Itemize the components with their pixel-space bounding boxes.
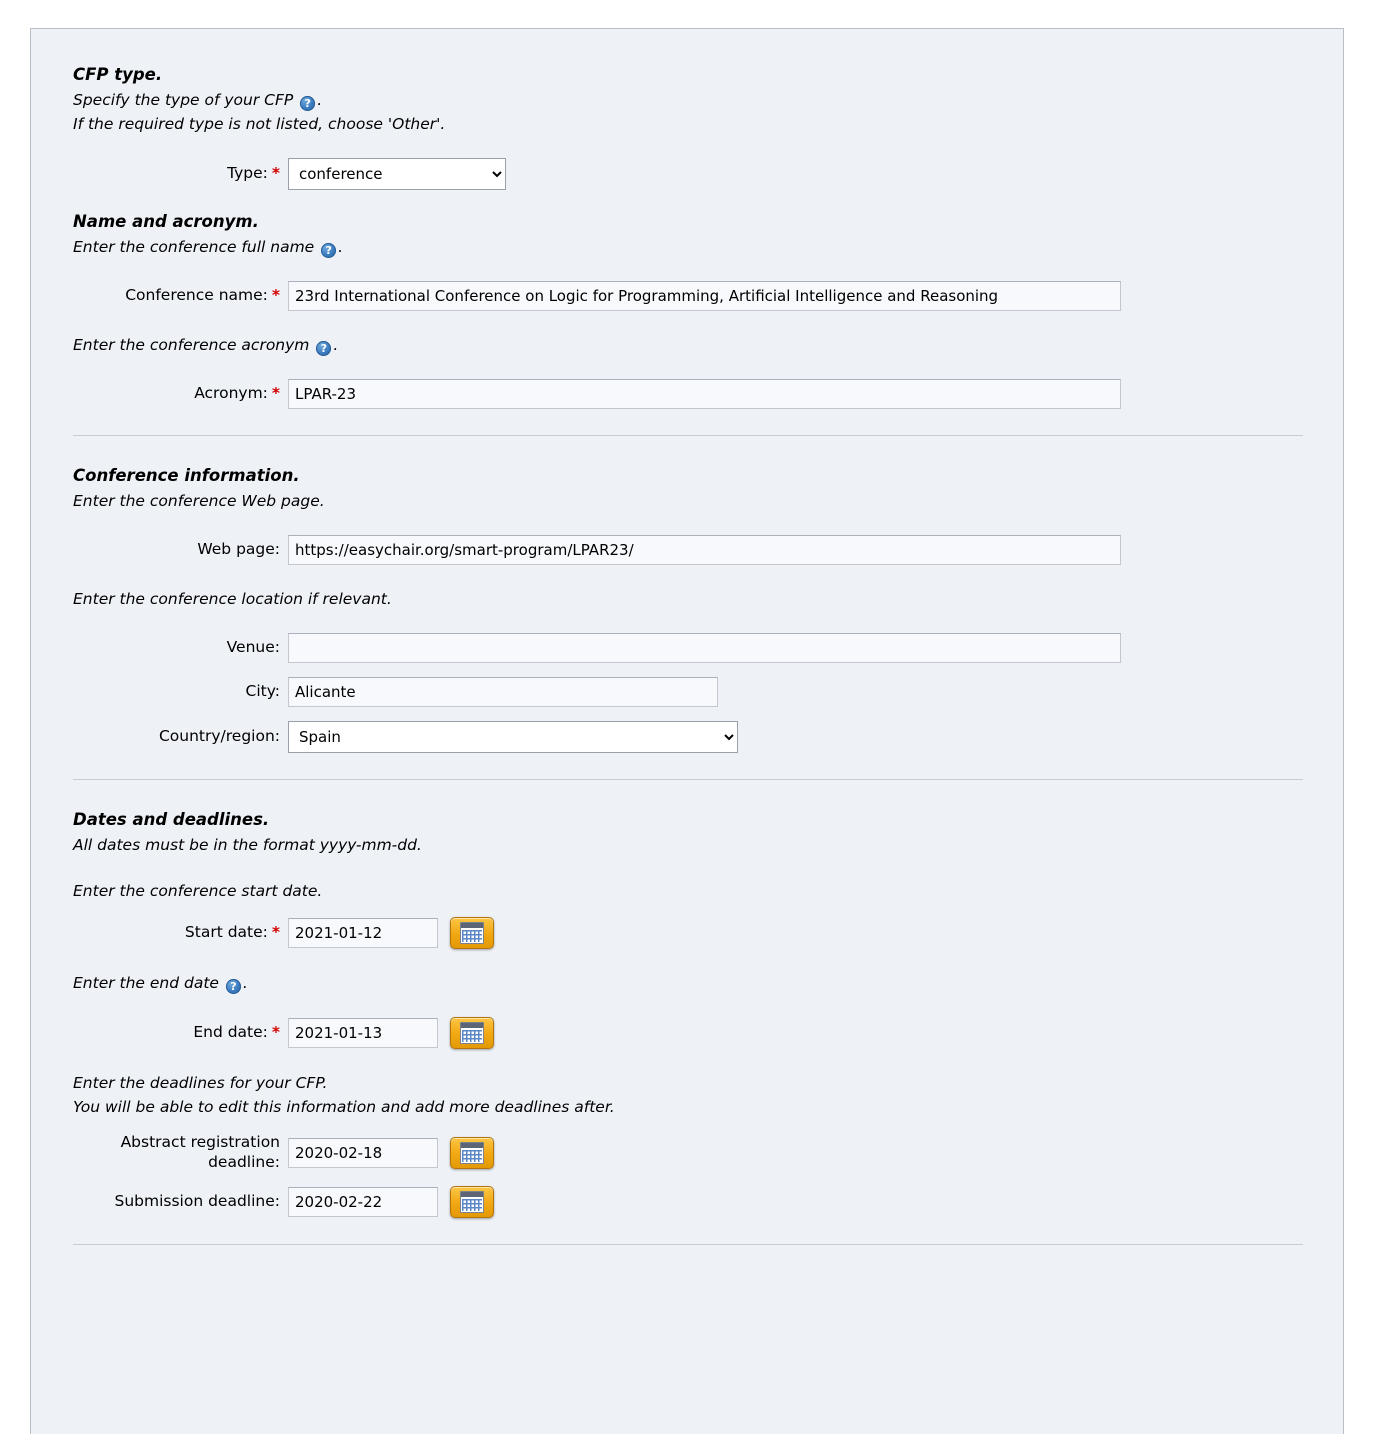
- conference-name-input[interactable]: [288, 281, 1121, 311]
- section-title-cfp-type: CFP type.: [73, 65, 163, 84]
- end-date-calendar-button[interactable]: [450, 1017, 494, 1049]
- abstract-deadline-input[interactable]: [288, 1138, 438, 1168]
- section-cfp-type: [73, 65, 1303, 190]
- row-end-date: [73, 1017, 1303, 1049]
- label-start-date-text: Start date:: [184, 923, 268, 942]
- abstract-deadline-calendar-button[interactable]: [450, 1137, 494, 1169]
- row-web-page: [73, 535, 1303, 565]
- country-select[interactable]: [288, 721, 738, 753]
- row-acronym: [73, 379, 1303, 409]
- section-title-conference-information: Conference information.: [73, 466, 300, 486]
- section-desc-location: Enter the conference location if relevant.: [73, 590, 392, 609]
- label-end-date-text: End date:: [193, 1023, 268, 1042]
- row-abstract-deadline: [73, 1133, 1303, 1172]
- acronym-desc-text: Enter the conference acronym: [73, 336, 310, 355]
- section-desc-start-date: Enter the conference start date.: [73, 882, 323, 901]
- section-desc-cfp-type: [73, 88, 1303, 136]
- venue-input[interactable]: [288, 633, 1121, 663]
- label-type: [73, 164, 288, 183]
- label-type-text: Type:: [227, 164, 268, 183]
- end-date-desc-period: .: [242, 974, 248, 993]
- section-desc-date-format: All dates must be in the format yyyy-mm-dd.: [73, 836, 422, 855]
- label-country: Country/region:: [158, 727, 280, 746]
- cfp-type-desc-line2: If the required type is not listed, choose 'Other'.: [73, 115, 446, 134]
- label-start-date: [73, 923, 288, 942]
- calendar-icon: [460, 1022, 484, 1044]
- row-submission-deadline: [73, 1186, 1303, 1218]
- cfp-type-desc-period: .: [317, 91, 323, 109]
- start-date-input[interactable]: [288, 918, 438, 948]
- label-acronym: [73, 384, 288, 403]
- end-date-input[interactable]: [288, 1018, 438, 1048]
- label-abstract-deadline-line2: deadline:: [208, 1152, 280, 1171]
- web-page-input[interactable]: [288, 535, 1121, 565]
- submission-deadline-input[interactable]: [288, 1187, 438, 1217]
- row-type: [73, 158, 1303, 190]
- help-icon[interactable]: ?: [316, 341, 331, 356]
- row-country: [73, 721, 1303, 753]
- label-acronym-text: Acronym:: [194, 384, 268, 403]
- section-desc-end-date: [73, 971, 1303, 995]
- row-conference-name: [73, 281, 1303, 311]
- section-conference-information: [73, 466, 1303, 753]
- acronym-input[interactable]: [288, 379, 1121, 409]
- name-desc-text: Enter the conference full name: [73, 238, 315, 257]
- section-desc-deadlines: [73, 1071, 1303, 1119]
- label-conference-name-text: Conference name:: [125, 286, 268, 305]
- cfp-type-desc-text: Specify the type of your CFP: [73, 91, 294, 109]
- help-icon[interactable]: ?: [226, 979, 241, 994]
- required-marker: *: [271, 384, 280, 403]
- section-title-name-acronym: Name and acronym.: [73, 212, 259, 232]
- row-city: [73, 677, 1303, 707]
- label-end-date: [73, 1023, 288, 1042]
- name-desc-period: .: [338, 238, 344, 257]
- start-date-calendar-button[interactable]: [450, 917, 494, 949]
- label-venue: Venue:: [226, 638, 280, 657]
- required-marker: *: [271, 286, 280, 305]
- calendar-icon: [460, 1142, 484, 1164]
- row-start-date: [73, 917, 1303, 949]
- section-desc-acronym: [73, 333, 1303, 357]
- calendar-icon: [460, 922, 484, 944]
- label-submission-deadline: Submission deadline:: [114, 1192, 280, 1211]
- divider: [73, 1244, 1303, 1245]
- section-title-dates-deadlines: Dates and deadlines.: [73, 810, 270, 830]
- label-abstract-deadline-line1: Abstract registration: [120, 1133, 280, 1152]
- section-desc-web: Enter the conference Web page.: [73, 492, 325, 511]
- required-marker: *: [271, 923, 280, 942]
- row-venue: [73, 633, 1303, 663]
- required-marker: *: [271, 1023, 280, 1042]
- deadlines-desc-line1: Enter the deadlines for your CFP.: [73, 1074, 328, 1093]
- submission-deadline-calendar-button[interactable]: [450, 1186, 494, 1218]
- help-icon[interactable]: ?: [300, 96, 315, 111]
- city-input[interactable]: [288, 677, 718, 707]
- required-marker: *: [271, 164, 280, 183]
- section-dates-deadlines: [73, 810, 1303, 1218]
- deadlines-desc-line2: You will be able to edit this information and add more deadlines after.: [73, 1098, 615, 1117]
- label-web-page: Web page:: [197, 540, 280, 559]
- label-conference-name: [73, 286, 288, 305]
- label-city: City:: [245, 682, 280, 701]
- help-icon[interactable]: ?: [321, 243, 336, 258]
- end-date-desc-text: Enter the end date: [73, 974, 219, 993]
- calendar-icon: [460, 1191, 484, 1213]
- section-desc-name: [73, 235, 1303, 259]
- type-select[interactable]: [288, 158, 506, 190]
- section-name-acronym: [73, 212, 1303, 409]
- label-abstract-deadline: [73, 1133, 288, 1172]
- form-panel: [30, 28, 1344, 1434]
- acronym-desc-period: .: [333, 336, 339, 355]
